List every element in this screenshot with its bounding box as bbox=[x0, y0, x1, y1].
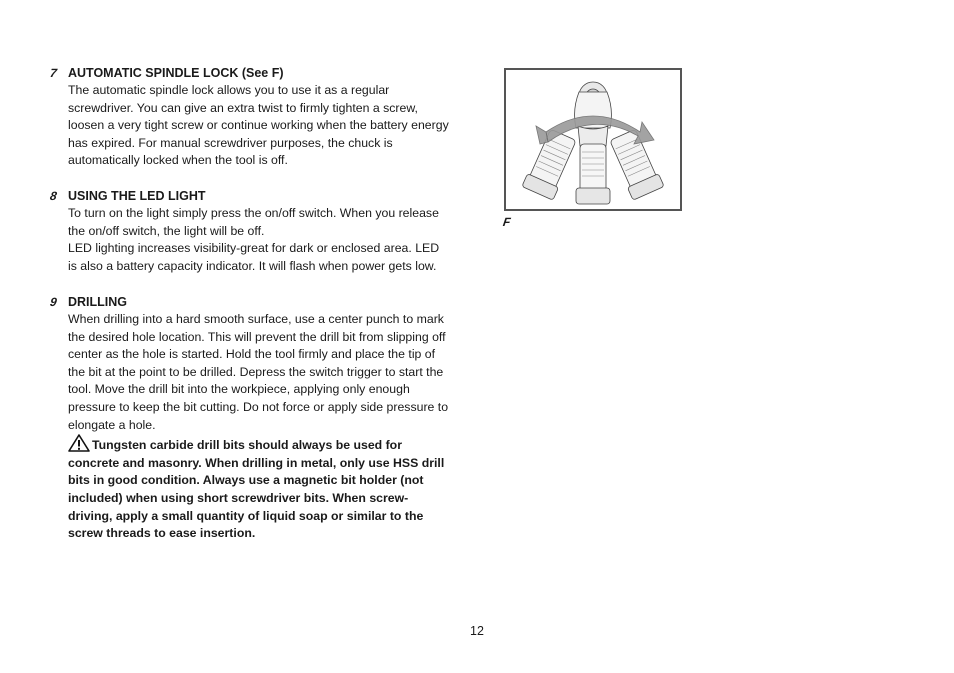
warning-text: Tungsten carbide drill bits should always be used for concrete and masonry. When drilling in metal, only use HSS drill bits in good condition. Always use a magnetic bit holder (not included) when using short screwdriver bits. When screw-driving, apply a small quantity of liquid soap or similar to the screw threads to ease insertion. bbox=[68, 438, 445, 541]
section-heading bbox=[50, 65, 450, 82]
section-paragraph: LED lighting increases visibility-great for dark or enclosed area. LED is also a battery capacity indicator. It will flash when power gets low. bbox=[68, 241, 440, 273]
section-number: 8 bbox=[49, 189, 58, 203]
page-number: 12 bbox=[470, 624, 484, 638]
figure-label: F bbox=[502, 215, 512, 229]
section-paragraph: The automatic spindle lock allows you to use it as a regular screwdriver. You can give an extra twist to firmly tighten a screw, loosen a very tight screw or continue working when the battery energy has expired. For manual screwdriver purposes, the chuck is automatically locked when the tool is off. bbox=[68, 83, 449, 168]
section-title: USING THE LED LIGHT bbox=[68, 189, 206, 203]
screwdriver-rotation-illustration bbox=[506, 70, 680, 209]
section-drilling bbox=[50, 294, 450, 543]
section-paragraph: When drilling into a hard smooth surface, use a center punch to mark the desired hole location. This will prevent the drill bit from slipping off center as the hole is started. Hold the tool firmly and place the tip of the bit at the point to be drilled. Depress the switch trigger to start the tool. Move the drill bit into the workpiece, applying only enough pressure to keep the bit cutting. Do not force or apply side pressure to elongate a hole. bbox=[68, 312, 449, 432]
section-led-light bbox=[50, 188, 450, 275]
section-spindle-lock bbox=[50, 65, 450, 170]
warning-triangle-icon bbox=[68, 434, 90, 452]
figure-f-illustration bbox=[504, 68, 682, 211]
section-heading bbox=[50, 294, 450, 311]
section-number: 9 bbox=[49, 295, 58, 309]
warning-note bbox=[68, 434, 450, 543]
section-title: AUTOMATIC SPINDLE LOCK (See F) bbox=[68, 66, 284, 80]
section-paragraph: To turn on the light simply press the on/off switch. When you release the on/off switch, the light will be off. bbox=[68, 206, 439, 238]
section-title: DRILLING bbox=[68, 295, 128, 309]
section-heading bbox=[50, 188, 450, 205]
section-number: 7 bbox=[49, 66, 58, 80]
